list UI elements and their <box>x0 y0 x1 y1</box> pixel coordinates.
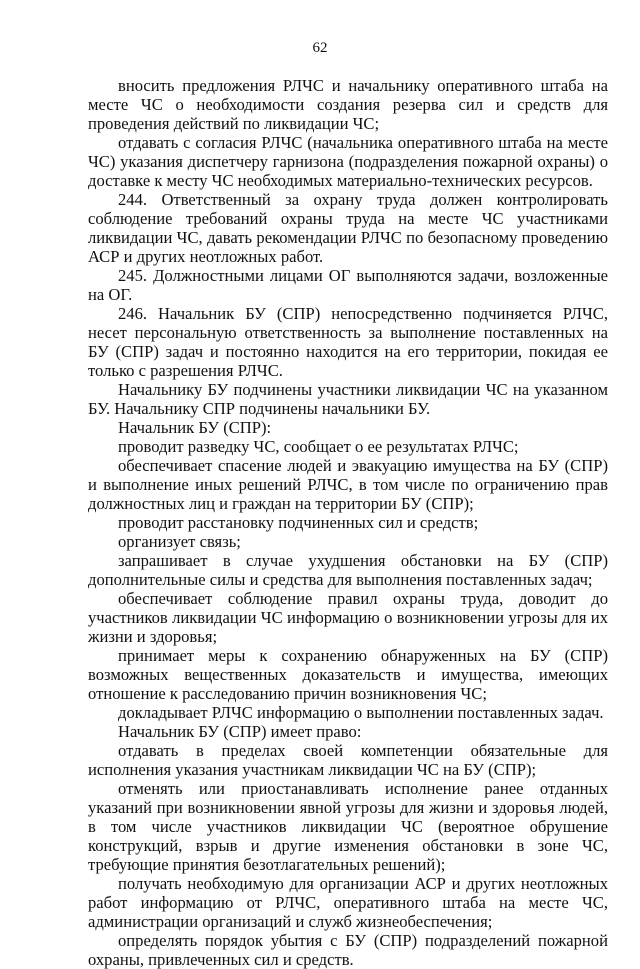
list-item: запрашивает в случае ухудшения обстановки на БУ (СПР) дополнительные силы и средства для выполнения поставленных задач; <box>88 551 608 589</box>
paragraph-244: 244. Ответственный за охрану труда должен контролировать соблюдение требований охраны труда на месте ЧС участниками ликвидации ЧС, давать рекомендации РЛЧС по безопасному проведению АСР и других неотложных работ. <box>88 190 608 266</box>
list-item: докладывает РЛЧС информацию о выполнении поставленных задач. <box>118 703 604 722</box>
list-item: отменять или приостанавливать исполнение ранее отданных указаний при возникновении явной угрозы для жизни и здоровья людей, в том числе участников ликвидации ЧС (вероятное обрушение конструкций, взрыв и другие изменения обстановки в зоне ЧС, требующие принятия безотлагательных решений); <box>88 779 608 874</box>
list-item: определять порядок убытия с БУ (СПР) подразделений пожарной охраны, привлеченных сил и средств. <box>88 931 608 969</box>
paragraph-heading: Начальник БУ (СПР) имеет право: <box>118 722 362 741</box>
page-number: 62 <box>312 40 328 56</box>
paragraph: Начальнику БУ подчинены участники ликвидации ЧС на указанном БУ. Начальнику СПР подчинены начальники БУ. <box>88 380 608 418</box>
list-item: получать необходимую для организации АСР и других неотложных работ информацию от РЛЧС, оперативного штаба на месте ЧС, администрации организаций и служб жизнеобеспечения; <box>88 874 608 931</box>
list-item: проводит разведку ЧС, сообщает о ее результатах РЛЧС; <box>118 437 519 456</box>
paragraph-heading: Начальник БУ (СПР): <box>118 418 272 437</box>
list-item: обеспечивает спасение людей и эвакуацию имущества на БУ (СПР) и выполнение иных решений РЛЧС, в том числе по ограничению прав должностных лиц и граждан на территории БУ (СПР); <box>88 456 608 513</box>
list-item: организует связь; <box>118 532 241 551</box>
paragraph: вносить предложения РЛЧС и начальнику оперативного штаба на месте ЧС о необходимости создания резерва сил и средств для проведения действий по ликвидации ЧС; <box>88 76 608 133</box>
paragraph: отдавать с согласия РЛЧС (начальника оперативного штаба на месте ЧС) указания диспетчеру гарнизона (подразделения пожарной охраны) о доставке к месту ЧС необходимых материально-технических ресурсов. <box>88 133 608 190</box>
list-item: принимает меры к сохранению обнаруженных на БУ (СПР) возможных вещественных доказательств и имущества, имеющих отношение к расследованию причин возникновения ЧС; <box>88 646 608 703</box>
list-item: проводит расстановку подчиненных сил и средств; <box>118 513 479 532</box>
paragraph-246: 246. Начальник БУ (СПР) непосредственно подчиняется РЛЧС, несет персональную ответственность за выполнение поставленных на БУ (СПР) задач и постоянно находится на его территории, покидая ее только с разрешения РЛЧС. <box>88 304 608 380</box>
paragraph-245: 245. Должностными лицами ОГ выполняются задачи, возложенные на ОГ. <box>88 266 608 304</box>
list-item: обеспечивает соблюдение правил охраны труда, доводит до участников ликвидации ЧС информацию о возникновении угрозы для их жизни и здоровья; <box>88 589 608 646</box>
document-body <box>88 76 608 969</box>
list-item: отдавать в пределах своей компетенции обязательные для исполнения указания участникам ликвидации ЧС на БУ (СПР); <box>88 741 608 779</box>
